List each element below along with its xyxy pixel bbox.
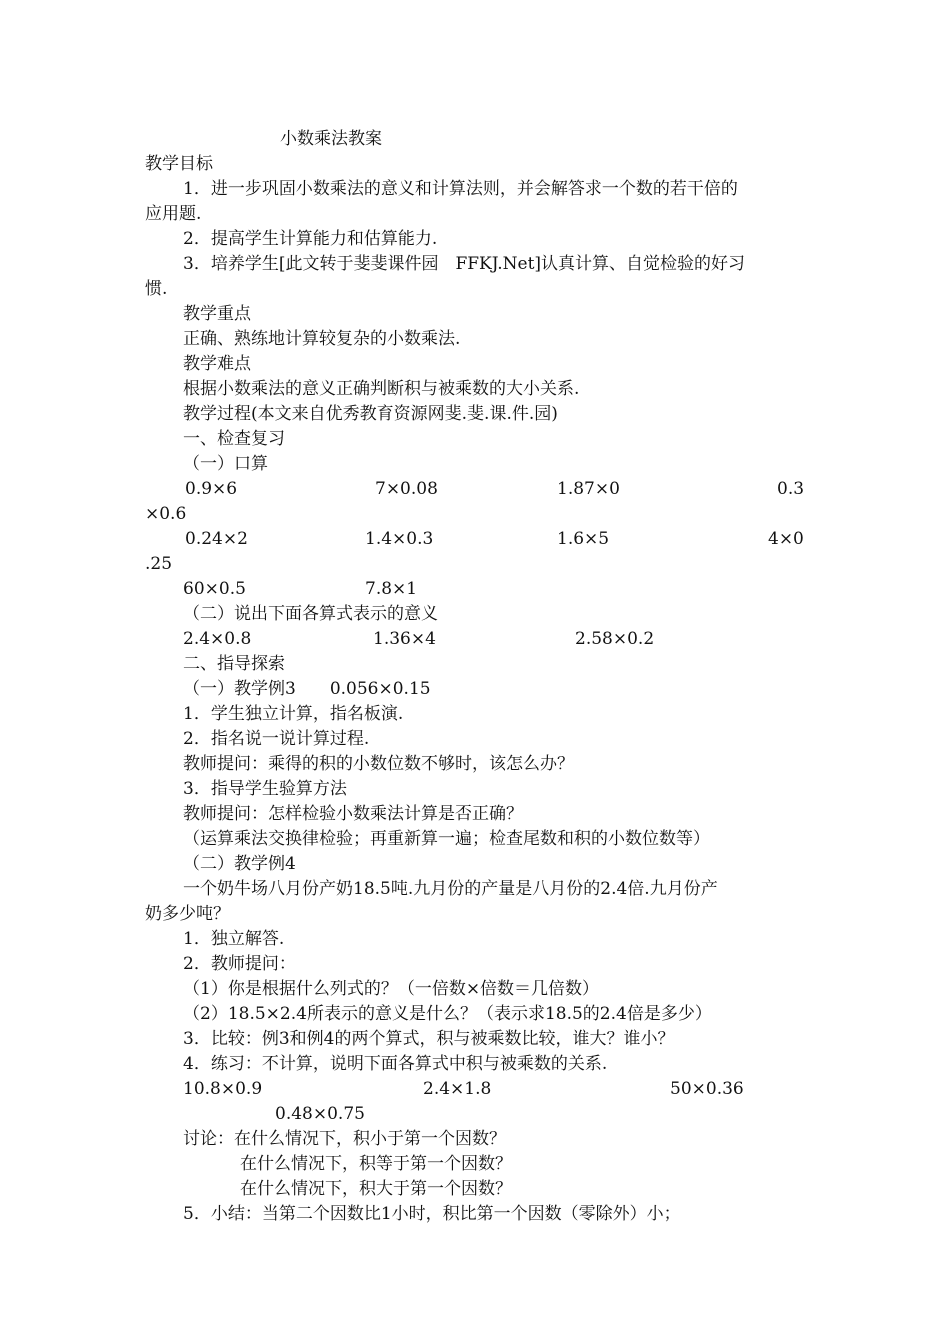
discussion-line: 在什么情况下，积大于第一个因数？ xyxy=(240,1179,512,1199)
objective-3: 3．培养学生[此文转于斐斐课件园 FFKJ.Net]认真计算、自觉检验的好习 xyxy=(183,254,746,274)
oral-item: 60×0.5 xyxy=(183,579,246,599)
oral-item: 1.87×0 xyxy=(557,479,620,499)
example-4-substep: （2）18.5×2.4所表示的意义是什么？（表示求18.5的2.4倍是多少） xyxy=(183,1004,712,1024)
oral-item: 0.24×2 xyxy=(185,529,248,549)
objective-1: 1．进一步巩固小数乘法的意义和计算法则，并会解答求一个数的若干倍的 xyxy=(183,179,738,199)
oral-item: 7×0.08 xyxy=(375,479,438,499)
practice-item: 50×0.36 xyxy=(670,1079,744,1099)
oral-item: 0.3 xyxy=(777,479,805,499)
key-point-text: 正确、熟练地计算较复杂的小数乘法. xyxy=(183,329,461,349)
oral-item: 7.8×1 xyxy=(365,579,418,599)
oral-item: 1.4×0.3 xyxy=(365,529,434,549)
oral-item-wrap: .25 xyxy=(145,554,173,574)
example-4-problem-wrap: 奶多少吨？ xyxy=(145,904,230,924)
summary-line: 5．小结：当第二个因数比1小时，积比第一个因数（零除外）小； xyxy=(183,1204,681,1224)
review-heading: 一、检查复习 xyxy=(183,429,285,449)
example-4-step: 4．练习：不计算，说明下面各算式中积与被乘数的关系. xyxy=(183,1054,608,1074)
teacher-question: 教师提问：怎样检验小数乘法计算是否正确？ xyxy=(183,804,523,824)
example-3-step: 3．指导学生验算方法 xyxy=(183,779,347,799)
meaning-item: 1.36×4 xyxy=(373,629,436,649)
example-3-step: 1．学生独立计算，指名板演. xyxy=(183,704,404,724)
process-heading: 教学过程(本文来自优秀教育资源网斐.斐.课.件.园) xyxy=(183,404,558,424)
teacher-question: 教师提问：乘得的积的小数位数不够时，该怎么办？ xyxy=(183,754,574,774)
discussion-line: 讨论：在什么情况下，积小于第一个因数？ xyxy=(183,1129,506,1149)
example-4-step: 1．独立解答. xyxy=(183,929,285,949)
practice-item: 2.4×1.8 xyxy=(423,1079,492,1099)
key-point-heading: 教学重点 xyxy=(183,304,251,324)
document-title: 小数乘法教案 xyxy=(280,129,382,149)
answer-note: （运算乘法交换律检验；再重新算一遍；检查尾数和积的小数位数等） xyxy=(183,829,710,849)
difficulty-text: 根据小数乘法的意义正确判断积与被乘数的大小关系. xyxy=(183,379,580,399)
explore-heading: 二、指导探索 xyxy=(183,654,285,674)
example-4-problem: 一个奶牛场八月份产奶18.5吨.九月份的产量是八月份的2.4倍.九月份产 xyxy=(183,879,718,899)
oral-heading: （一）口算 xyxy=(183,454,268,474)
example-4-substep: （1）你是根据什么列式的？（一倍数×倍数＝几倍数） xyxy=(183,979,600,999)
example-4-step: 2．教师提问： xyxy=(183,954,296,974)
objective-2: 2．提高学生计算能力和估算能力. xyxy=(183,229,438,249)
oral-item: 0.9×6 xyxy=(185,479,238,499)
example-3-step: 2．指名说一说计算过程. xyxy=(183,729,370,749)
example-3-heading: （一）教学例3 0.056×0.15 xyxy=(183,679,431,699)
discussion-line: 在什么情况下，积等于第一个因数？ xyxy=(240,1154,512,1174)
objective-1-wrap: 应用题. xyxy=(145,204,202,224)
objective-3-wrap: 惯. xyxy=(145,279,168,299)
example-4-step: 3．比较：例3和例4的两个算式，积与被乘数比较，谁大？谁小？ xyxy=(183,1029,675,1049)
meaning-item: 2.58×0.2 xyxy=(575,629,655,649)
oral-item: 1.6×5 xyxy=(557,529,610,549)
oral-item: 4×0 xyxy=(768,529,804,549)
oral-item-wrap: ×0.6 xyxy=(145,504,187,524)
difficulty-heading: 教学难点 xyxy=(183,354,251,374)
meaning-heading: （二）说出下面各算式表示的意义 xyxy=(183,604,438,624)
practice-item: 0.48×0.75 xyxy=(275,1104,365,1124)
objectives-heading: 教学目标 xyxy=(145,154,213,174)
practice-item: 10.8×0.9 xyxy=(183,1079,263,1099)
meaning-item: 2.4×0.8 xyxy=(183,629,252,649)
example-4-heading: （二）教学例4 xyxy=(183,854,296,874)
